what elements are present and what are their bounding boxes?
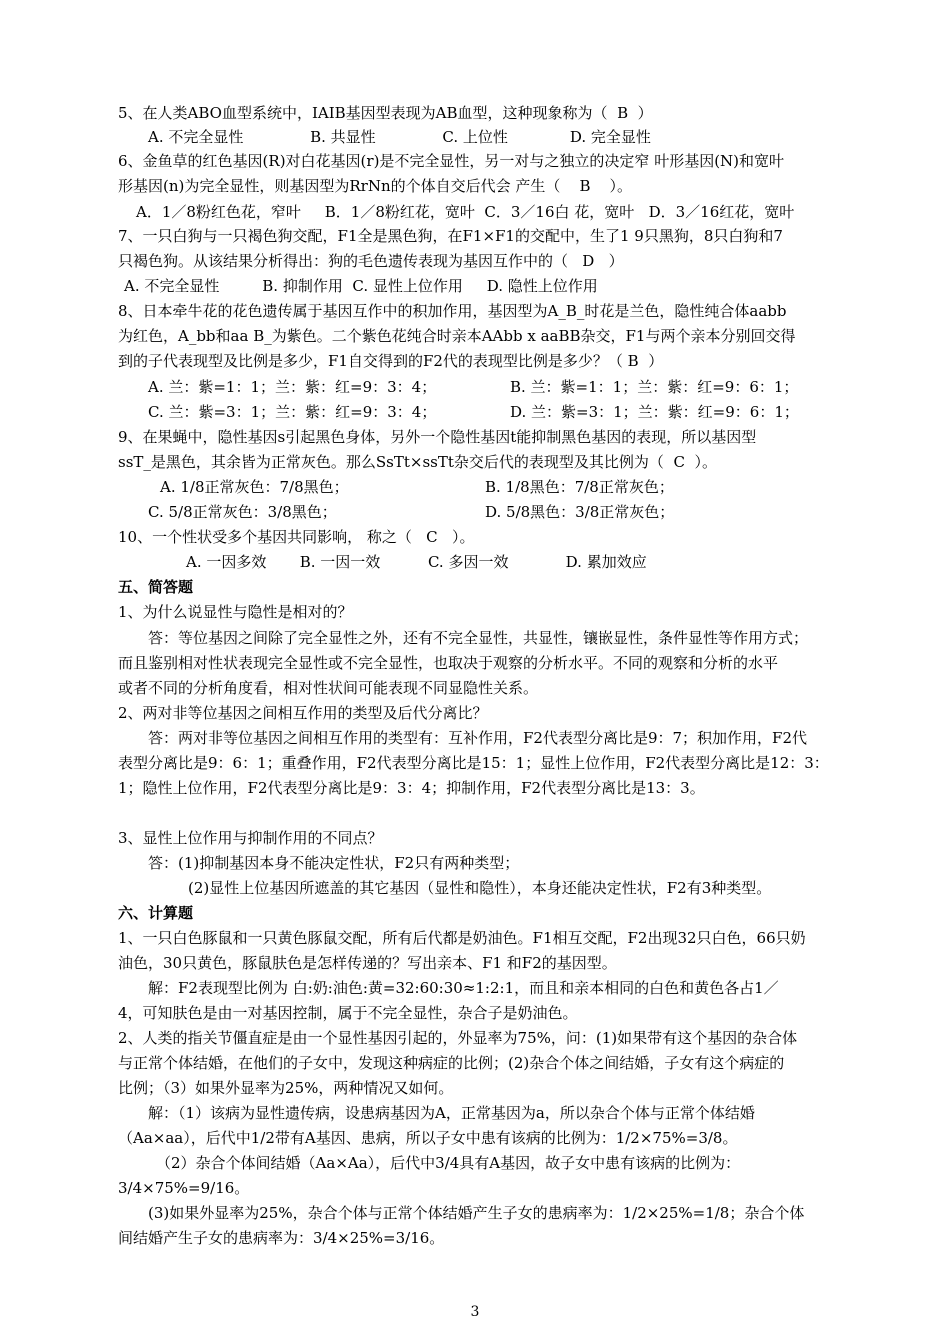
sa3-answer-1: 答：(1)抑制基因本身不能决定性状，F2只有两种类型； bbox=[148, 854, 520, 872]
sa1-answer-2: 而且鉴别相对性状表现完全显性或不完全显性，也取决于观察的分析水平。不同的观察和分析的水平 bbox=[118, 654, 779, 672]
q6-stem-1: 6、金鱼草的红色基因(R)对白花基因(r)是不完全显性，另一对与之独立的决定窄 叶形基因(N)和宽叶 bbox=[118, 152, 785, 170]
q8-option-d: D. 兰：紫=3：1；兰：紫：红=9：6：1； bbox=[510, 403, 799, 421]
q10-stem: 10、一个性状受多个基因共同影响， 称之（ C ）。 bbox=[118, 528, 475, 546]
q7-options: A. 不完全显性 B. 抑制作用 C. 显性上位作用 D. 隐性上位作用 bbox=[124, 277, 598, 295]
sa2-question: 2、两对非等位基因之间相互作用的类型及后代分离比？ bbox=[118, 704, 488, 722]
q8-option-a: A. 兰：紫=1：1；兰：紫：红=9：3：4； bbox=[148, 378, 437, 396]
calc2-solution-3: （2）杂合个体间结婚（Aa×Aa），后代中3/4具有A基因，故子女中患有该病的比例为： bbox=[156, 1154, 741, 1172]
q7-stem-1: 7、一只白狗与一只褐色狗交配，F1全是黑色狗，在F1×F1的交配中，生了1 9只黑狗，8只白狗和7 bbox=[118, 227, 783, 245]
calc1-question-2: 油色，30只黄色，豚鼠肤色是怎样传递的？写出亲本、F1 和F2的基因型。 bbox=[118, 954, 617, 972]
calc2-question-3: 比例；（3）如果外显率为25%，两种情况又如何。 bbox=[118, 1079, 454, 1097]
sa3-answer-2: (2)显性上位基因所遮盖的其它基因（显性和隐性），本身还能决定性状，F2有3种类型。 bbox=[188, 879, 772, 897]
calc2-solution-5: (3)如果外显率为25%，杂合个体与正常个体结婚产生子女的患病率为：1/2×25%=1/8；杂合个体 bbox=[148, 1204, 805, 1222]
q9-option-b: B. 1/8黑色：7/8正常灰色； bbox=[485, 478, 674, 496]
calc2-question-1: 2、人类的指关节僵直症是由一个显性基因引起的，外显率为75%，问：(1)如果带有这个基因的杂合体 bbox=[118, 1029, 798, 1047]
q6-stem-2: 形基因(n)为完全显性，则基因型为RrNn的个体自交后代会 产生（ B ）。 bbox=[118, 177, 633, 195]
sa1-question: 1、为什么说显性与隐性是相对的？ bbox=[118, 603, 353, 621]
q10-options: A. 一因多效 B. 一因一效 C. 多因一效 D. 累加效应 bbox=[186, 553, 647, 571]
q8-stem-1: 8、日本牵牛花的花色遗传属于基因互作中的积加作用，基因型为A_B_时花是兰色，隐性纯合体aabb bbox=[118, 302, 787, 320]
sa1-answer-1: 答：等位基因之间除了完全显性之外，还有不完全显性，共显性，镶嵌显性，条件显性等作用方式； bbox=[148, 629, 809, 647]
q8-option-c: C. 兰：紫=3：1；兰：紫：红=9：3：4； bbox=[148, 403, 437, 421]
calc2-solution-2: （Aa×aa），后代中1/2带有A基因、患病，所以子女中患有该病的比例为：1/2×75%=3/8。 bbox=[118, 1129, 738, 1147]
sa1-answer-3: 或者不同的分析角度看，相对性状间可能表现不同显隐性关系。 bbox=[118, 679, 539, 697]
q9-option-a: A. 1/8正常灰色：7/8黑色； bbox=[160, 478, 349, 496]
q9-stem-1: 9、在果蝇中，隐性基因s引起黑色身体，另外一个隐性基因t能抑制黑色基因的表现，所以基因型 bbox=[118, 428, 757, 446]
q9-option-d: D. 5/8黑色：3/8正常灰色； bbox=[485, 503, 675, 521]
calc2-solution-6: 间结婚产生子女的患病率为：3/4×25%=3/16。 bbox=[118, 1229, 445, 1247]
calc1-solution-2: 4，可知肤色是由一对基因控制，属于不完全显性，杂合子是奶油色。 bbox=[118, 1004, 578, 1022]
sa2-answer-2: 表型分离比是9：6：1；重叠作用，F2代表型分离比是15：1；显性上位作用，F2代表型分离比是12：3： bbox=[118, 754, 829, 772]
sa2-answer-3: 1；隐性上位作用，F2代表型分离比是9：3：4；抑制作用，F2代表型分离比是13：3。 bbox=[118, 779, 705, 797]
calc1-question-1: 1、一只白色豚鼠和一只黄色豚鼠交配，所有后代都是奶油色。F1相互交配，F2出现32只白色，66只奶 bbox=[118, 929, 806, 947]
section-6-title: 六、计算题 bbox=[118, 904, 194, 922]
q8-option-b: B. 兰：紫=1：1；兰：紫：红=9：6：1； bbox=[510, 378, 799, 396]
q5-stem: 5、在人类ABO血型系统中，IAIB基因型表现为AB血型，这种现象称为（ B ） bbox=[118, 104, 653, 122]
calc2-solution-4: 3/4×75%=9/16。 bbox=[118, 1179, 250, 1197]
section-5-title: 五、简答题 bbox=[118, 578, 194, 596]
calc1-solution-1: 解：F2表现型比例为 白:奶:油色:黄=32:60:30≈1:2:1，而且和亲本相同的白色和黄色各占1／ bbox=[148, 979, 779, 997]
q7-stem-2: 只褐色狗。从该结果分析得出：狗的毛色遗传表现为基因互作中的（ D ） bbox=[118, 252, 624, 270]
q9-option-c: C. 5/8正常灰色：3/8黑色； bbox=[148, 503, 337, 521]
sa2-answer-1: 答：两对非等位基因之间相互作用的类型有：互补作用，F2代表型分离比是9：7；积加作用，F2代 bbox=[148, 729, 807, 747]
calc2-question-2: 与正常个体结婚，在他们的子女中，发现这种病症的比例；(2)杂合个体之间结婚，子女有这个病症的 bbox=[118, 1054, 785, 1072]
page-number: 3 bbox=[470, 1304, 480, 1320]
q9-stem-2: ssT_是黑色，其余皆为正常灰色。那么SsTt×ssTt杂交后代的表现型及其比例为（ C ）。 bbox=[118, 453, 717, 471]
sa3-question: 3、显性上位作用与抑制作用的不同点？ bbox=[118, 829, 383, 847]
q5-options: A. 不完全显性 B. 共显性 C. 上位性 D. 完全显性 bbox=[148, 128, 651, 146]
q6-options: A．1／8粉红色花，窄叶 B．1／8粉红花，宽叶 C．3／16白 花，宽叶 D．3／16红花，宽叶 bbox=[136, 203, 795, 221]
q8-stem-2: 为红色，A_bb和aa B_为紫色。二个紫色花纯合时亲本AAbb x aaBB杂交，F1与两个亲本分别回交得 bbox=[118, 327, 796, 345]
calc2-solution-1: 解：（1）该病为显性遗传病，设患病基因为A，正常基因为a，所以杂合个体与正常个体结婚 bbox=[148, 1104, 755, 1122]
q8-stem-3: 到的子代表现型及比例是多少，F1自交得到的F2代的表现型比例是多少？（ B ） bbox=[118, 352, 664, 370]
